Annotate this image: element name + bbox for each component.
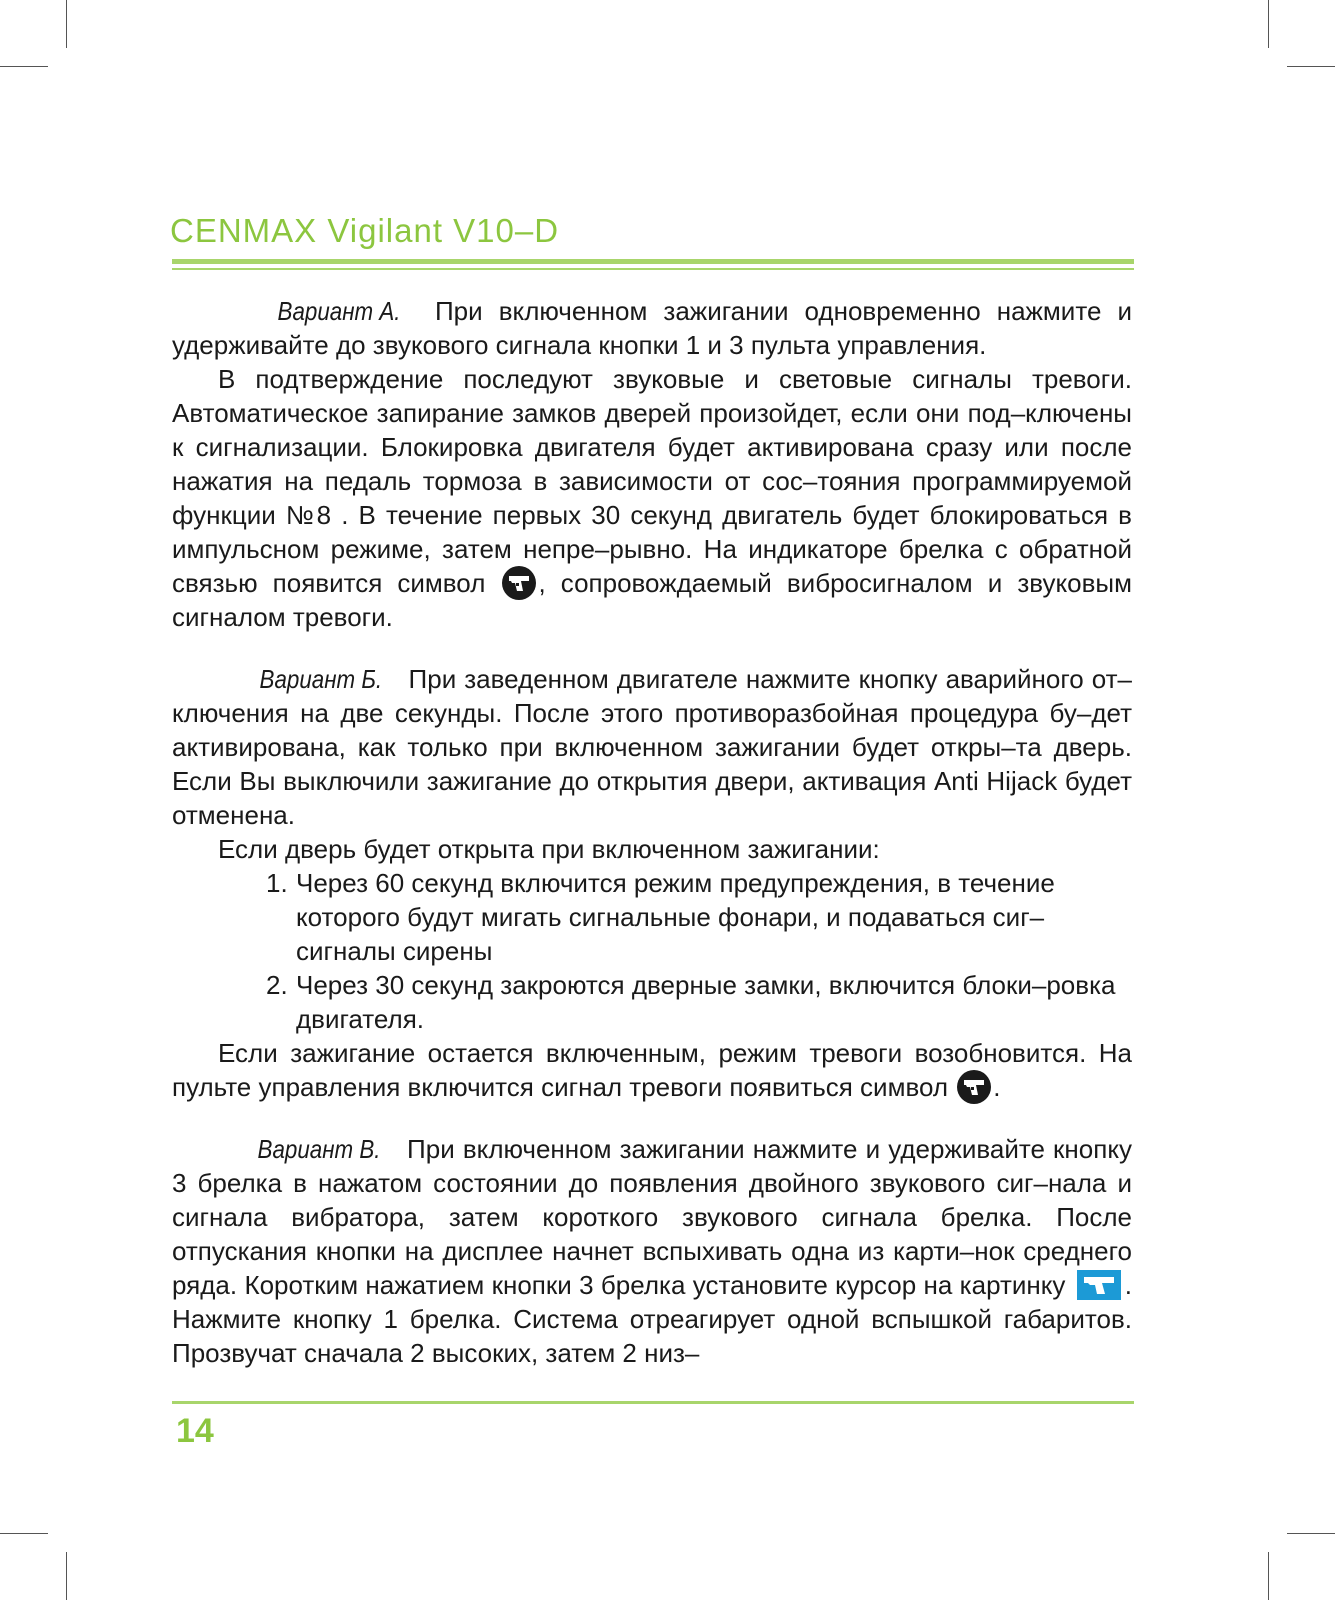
header-rule	[172, 259, 1134, 264]
crop-mark	[66, 1552, 67, 1600]
footer-rule	[172, 1401, 1134, 1404]
variant-b-after	[172, 1036, 1132, 1104]
variant-a-para2-before: В подтверждение последуют звуковые и световые сигналы тревоги. Автоматическое запирание замков дверей произойдет, если они под–ключены к сигнализации. Блокировка двигателя будет активирована сразу или после нажатия на педаль тормоза в зависимости от сос–тояния программируемой функции №8 . В течение первых 30 секунд двигатель будет блокироваться в импульсном режиме, затем непре–рывно. На индикаторе брелка с обратной связью появится символ	[172, 364, 1132, 598]
crop-mark	[1287, 1533, 1335, 1534]
header-rule-thin	[172, 268, 1134, 270]
crop-mark	[1287, 66, 1335, 67]
variant-b-label: Вариант Б.	[259, 664, 383, 694]
steps-list	[172, 866, 1132, 1036]
variant-a-paragraph	[172, 294, 1132, 362]
crop-mark	[1268, 0, 1269, 48]
gun-on-blue-icon	[1077, 1270, 1121, 1300]
variant-a-para2-after: , сопровождаемый вибросигналом и звуковым сигналом тревоги.	[172, 568, 1132, 632]
gun-in-circle-icon	[502, 566, 536, 600]
variant-v-label: Вариант В.	[257, 1134, 381, 1164]
page-header-title: CENMAX Vigilant V10–D	[170, 212, 560, 249]
variant-b-intro: Если дверь будет открыта при включенном зажигании:	[218, 834, 880, 864]
list-item: 1. Через 60 секунд включится режим предупреждения, в течение которого будут мигать сигнальные фонари, и подаваться сиг–сигналы сирены	[266, 868, 1055, 966]
manual-body	[172, 294, 1132, 1370]
list-item: 2. Через 30 секунд закроются дверные замки, включится блоки–ровка двигателя.	[266, 970, 1116, 1034]
variant-v-paragraph	[172, 1132, 1132, 1370]
variant-b-text: При заведенном двигателе нажмите кнопку аварийного от–ключения на две секунды. После этого противоразбойная процедура бу–дет активирована, как только при включенном зажигании будет откры–та дверь. Если Вы выключили зажигание до открытия двери, активация Anti Hijack будет отменена.	[172, 664, 1132, 830]
crop-mark	[0, 1533, 48, 1534]
crop-mark	[1268, 1552, 1269, 1600]
crop-mark	[0, 66, 48, 67]
page-number: 14	[176, 1412, 214, 1450]
variant-a-label: Вариант А.	[277, 296, 401, 326]
variant-v-text-before: При включенном зажигании нажмите и удерживайте кнопку 3 брелка в нажатом состоянии до появления двойного звукового сиг–нала и сигнала вибратора, затем короткого звукового сигнала брелка. После отпускания кнопки на дисплее начнет вспыхивать одна из карти–нок среднего ряда. Коротким нажатием кнопки 3 брелка установите курсор на картинку	[172, 1134, 1132, 1300]
variant-b-paragraph	[172, 662, 1132, 832]
variant-v-text-after: . Нажмите кнопку 1 брелка. Система отреагирует одной вспышкой габаритов. Прозвучат сначала 2 высоких, затем 2 низ–	[172, 1270, 1132, 1368]
variant-a-paragraph-2	[172, 362, 1132, 634]
variant-a-text: При включенном зажигании одновременно нажмите и удерживайте до звукового сигнала кнопки 1 и 3 пульта управления.	[172, 296, 1132, 360]
variant-b-after-before: Если зажигание остается включенным, режим тревоги возобновится. На пульте управления включится сигнал тревоги появиться символ	[172, 1038, 1132, 1102]
gun-in-circle-icon	[957, 1070, 991, 1104]
variant-b-after-after: .	[993, 1072, 1001, 1102]
crop-mark	[66, 0, 67, 48]
